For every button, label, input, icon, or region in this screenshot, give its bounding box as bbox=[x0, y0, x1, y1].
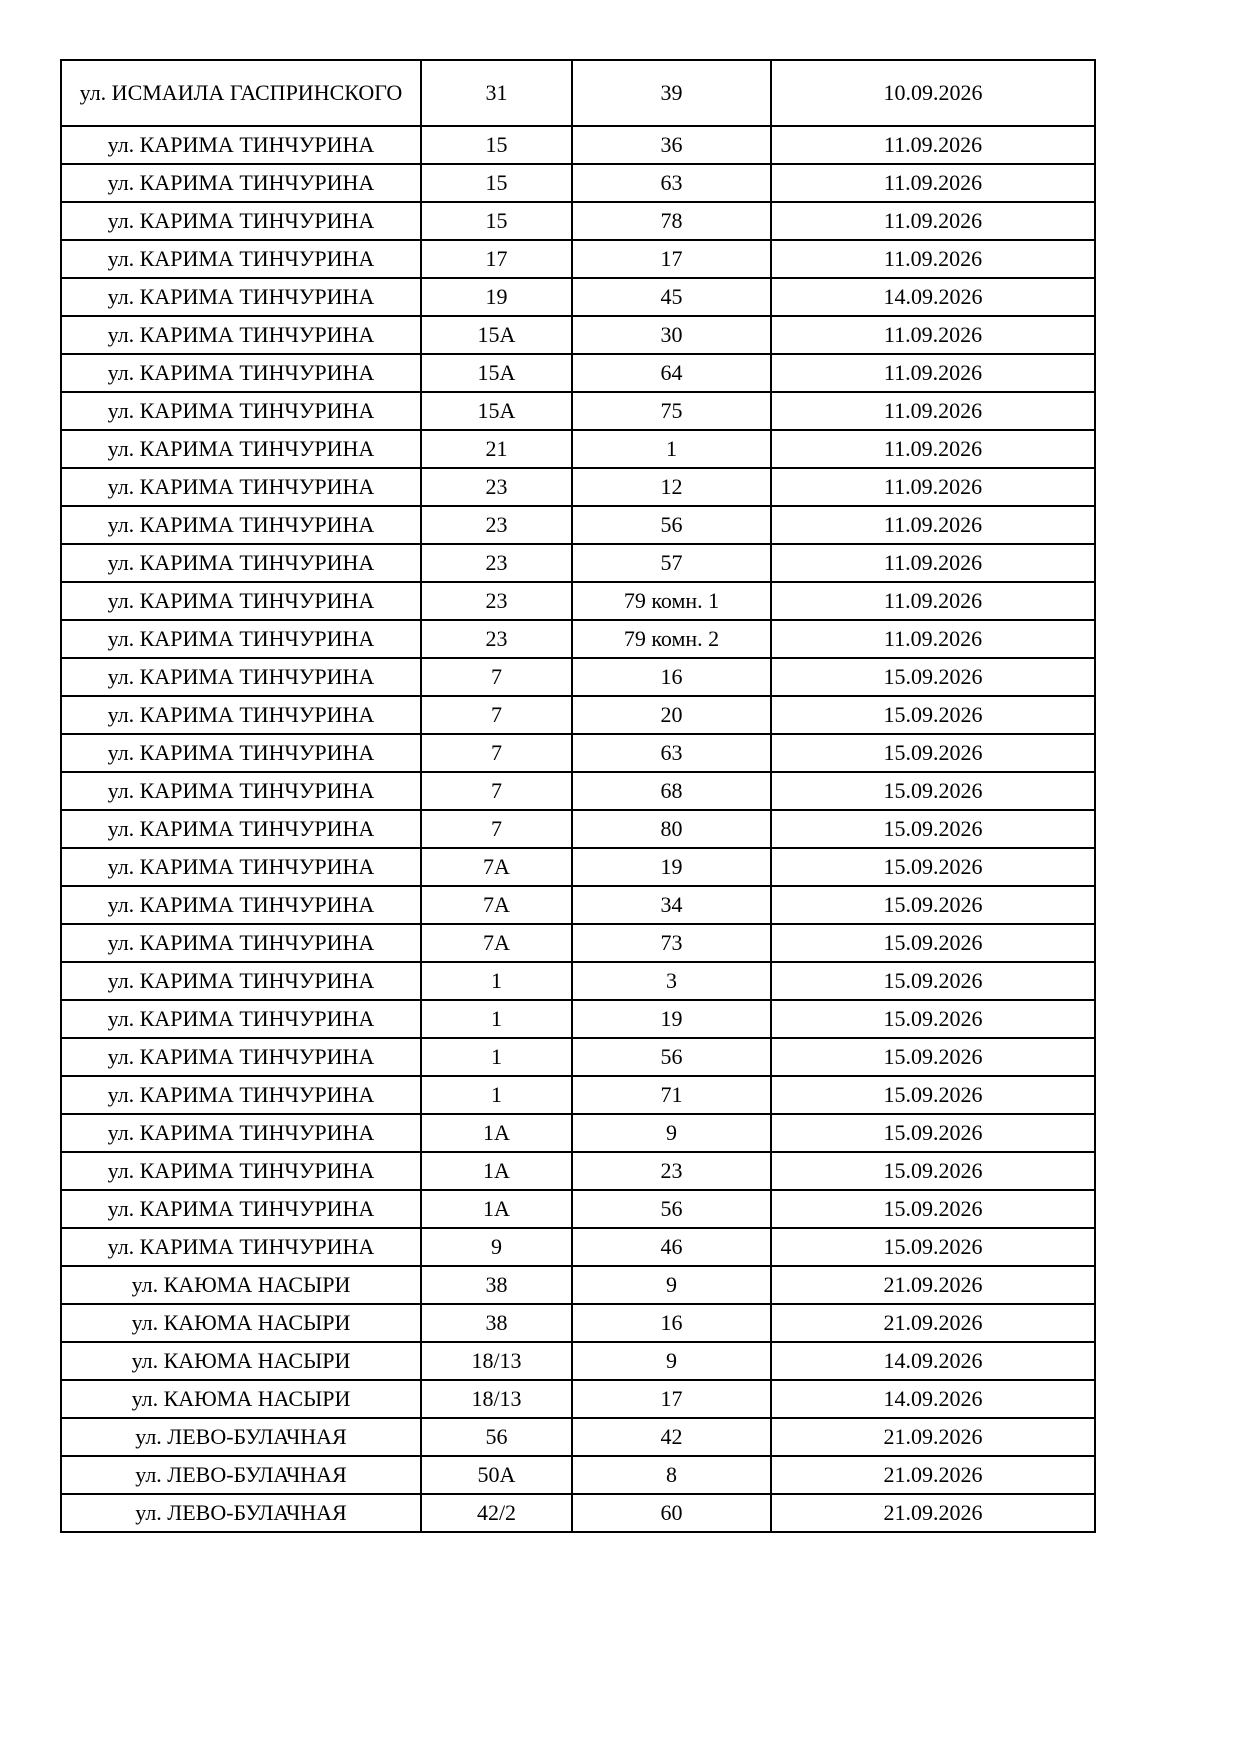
table-row bbox=[61, 506, 1095, 544]
date-cell: 15.09.2026 bbox=[771, 810, 1095, 848]
house-number-cell: 23 bbox=[421, 620, 572, 658]
street-cell: ул. КАЮМА НАСЫРИ bbox=[61, 1304, 421, 1342]
house-number-cell: 19 bbox=[421, 278, 572, 316]
apartment-cell: 12 bbox=[572, 468, 771, 506]
apartment-cell: 56 bbox=[572, 1190, 771, 1228]
apartment-cell: 19 bbox=[572, 1000, 771, 1038]
apartment-cell: 42 bbox=[572, 1418, 771, 1456]
table-row bbox=[61, 392, 1095, 430]
street-cell: ул. ЛЕВО-БУЛАЧНАЯ bbox=[61, 1418, 421, 1456]
address-schedule-table bbox=[60, 59, 1096, 1533]
apartment-cell: 63 bbox=[572, 164, 771, 202]
date-cell: 11.09.2026 bbox=[771, 582, 1095, 620]
house-number-cell: 23 bbox=[421, 468, 572, 506]
street-cell: ул. КАРИМА ТИНЧУРИНА bbox=[61, 1152, 421, 1190]
house-number-cell: 31 bbox=[421, 60, 572, 126]
house-number-cell: 42/2 bbox=[421, 1494, 572, 1532]
house-number-cell: 7А bbox=[421, 886, 572, 924]
date-cell: 21.09.2026 bbox=[771, 1266, 1095, 1304]
apartment-cell: 45 bbox=[572, 278, 771, 316]
apartment-cell: 71 bbox=[572, 1076, 771, 1114]
house-number-cell: 7 bbox=[421, 772, 572, 810]
house-number-cell: 7 bbox=[421, 734, 572, 772]
apartment-cell: 73 bbox=[572, 924, 771, 962]
date-cell: 11.09.2026 bbox=[771, 316, 1095, 354]
house-number-cell: 7А bbox=[421, 924, 572, 962]
street-cell: ул. КАРИМА ТИНЧУРИНА bbox=[61, 354, 421, 392]
table-row bbox=[61, 1380, 1095, 1418]
apartment-cell: 8 bbox=[572, 1456, 771, 1494]
house-number-cell: 50А bbox=[421, 1456, 572, 1494]
street-cell: ул. КАРИМА ТИНЧУРИНА bbox=[61, 658, 421, 696]
street-cell: ул. КАРИМА ТИНЧУРИНА bbox=[61, 430, 421, 468]
house-number-cell: 15 bbox=[421, 202, 572, 240]
street-cell: ул. КАЮМА НАСЫРИ bbox=[61, 1380, 421, 1418]
street-cell: ул. КАРИМА ТИНЧУРИНА bbox=[61, 468, 421, 506]
house-number-cell: 1А bbox=[421, 1152, 572, 1190]
date-cell: 15.09.2026 bbox=[771, 1190, 1095, 1228]
date-cell: 11.09.2026 bbox=[771, 202, 1095, 240]
date-cell: 11.09.2026 bbox=[771, 430, 1095, 468]
apartment-cell: 68 bbox=[572, 772, 771, 810]
street-cell: ул. КАРИМА ТИНЧУРИНА bbox=[61, 278, 421, 316]
table-row bbox=[61, 1000, 1095, 1038]
street-cell: ул. ЛЕВО-БУЛАЧНАЯ bbox=[61, 1494, 421, 1532]
date-cell: 21.09.2026 bbox=[771, 1304, 1095, 1342]
date-cell: 10.09.2026 bbox=[771, 60, 1095, 126]
date-cell: 14.09.2026 bbox=[771, 1380, 1095, 1418]
date-cell: 15.09.2026 bbox=[771, 1114, 1095, 1152]
house-number-cell: 15А bbox=[421, 392, 572, 430]
apartment-cell: 1 bbox=[572, 430, 771, 468]
house-number-cell: 1 bbox=[421, 1000, 572, 1038]
date-cell: 11.09.2026 bbox=[771, 544, 1095, 582]
date-cell: 21.09.2026 bbox=[771, 1418, 1095, 1456]
date-cell: 11.09.2026 bbox=[771, 164, 1095, 202]
date-cell: 15.09.2026 bbox=[771, 848, 1095, 886]
date-cell: 15.09.2026 bbox=[771, 1076, 1095, 1114]
date-cell: 11.09.2026 bbox=[771, 468, 1095, 506]
table-row bbox=[61, 1038, 1095, 1076]
street-cell: ул. КАРИМА ТИНЧУРИНА bbox=[61, 392, 421, 430]
house-number-cell: 23 bbox=[421, 506, 572, 544]
table-row bbox=[61, 1152, 1095, 1190]
street-cell: ул. КАРИМА ТИНЧУРИНА bbox=[61, 202, 421, 240]
street-cell: ул. КАЮМА НАСЫРИ bbox=[61, 1342, 421, 1380]
date-cell: 21.09.2026 bbox=[771, 1494, 1095, 1532]
street-cell: ул. КАРИМА ТИНЧУРИНА bbox=[61, 164, 421, 202]
table-row bbox=[61, 1342, 1095, 1380]
date-cell: 15.09.2026 bbox=[771, 1152, 1095, 1190]
apartment-cell: 16 bbox=[572, 658, 771, 696]
apartment-cell: 56 bbox=[572, 506, 771, 544]
table-row bbox=[61, 164, 1095, 202]
apartment-cell: 9 bbox=[572, 1266, 771, 1304]
table-row bbox=[61, 278, 1095, 316]
house-number-cell: 15 bbox=[421, 126, 572, 164]
street-cell: ул. КАРИМА ТИНЧУРИНА bbox=[61, 126, 421, 164]
table-row bbox=[61, 1266, 1095, 1304]
apartment-cell: 16 bbox=[572, 1304, 771, 1342]
table-row bbox=[61, 696, 1095, 734]
apartment-cell: 64 bbox=[572, 354, 771, 392]
date-cell: 15.09.2026 bbox=[771, 696, 1095, 734]
table-row bbox=[61, 772, 1095, 810]
date-cell: 15.09.2026 bbox=[771, 886, 1095, 924]
date-cell: 14.09.2026 bbox=[771, 278, 1095, 316]
apartment-cell: 78 bbox=[572, 202, 771, 240]
street-cell: ул. КАРИМА ТИНЧУРИНА bbox=[61, 1228, 421, 1266]
table-row bbox=[61, 544, 1095, 582]
table-row bbox=[61, 848, 1095, 886]
table-row bbox=[61, 734, 1095, 772]
street-cell: ул. КАРИМА ТИНЧУРИНА bbox=[61, 1076, 421, 1114]
street-cell: ул. КАРИМА ТИНЧУРИНА bbox=[61, 1000, 421, 1038]
house-number-cell: 1 bbox=[421, 1076, 572, 1114]
table-row bbox=[61, 620, 1095, 658]
date-cell: 14.09.2026 bbox=[771, 1342, 1095, 1380]
apartment-cell: 17 bbox=[572, 240, 771, 278]
apartment-cell: 56 bbox=[572, 1038, 771, 1076]
apartment-cell: 79 комн. 1 bbox=[572, 582, 771, 620]
apartment-cell: 9 bbox=[572, 1114, 771, 1152]
street-cell: ул. КАРИМА ТИНЧУРИНА bbox=[61, 886, 421, 924]
date-cell: 15.09.2026 bbox=[771, 1038, 1095, 1076]
table-row bbox=[61, 1114, 1095, 1152]
date-cell: 11.09.2026 bbox=[771, 506, 1095, 544]
apartment-cell: 80 bbox=[572, 810, 771, 848]
street-cell: ул. КАРИМА ТИНЧУРИНА bbox=[61, 848, 421, 886]
house-number-cell: 23 bbox=[421, 544, 572, 582]
date-cell: 15.09.2026 bbox=[771, 1000, 1095, 1038]
house-number-cell: 1А bbox=[421, 1114, 572, 1152]
street-cell: ул. КАРИМА ТИНЧУРИНА bbox=[61, 316, 421, 354]
street-cell: ул. КАРИМА ТИНЧУРИНА bbox=[61, 1190, 421, 1228]
apartment-cell: 23 bbox=[572, 1152, 771, 1190]
apartment-cell: 63 bbox=[572, 734, 771, 772]
date-cell: 15.09.2026 bbox=[771, 658, 1095, 696]
table-row bbox=[61, 1228, 1095, 1266]
table-row bbox=[61, 430, 1095, 468]
street-cell: ул. КАРИМА ТИНЧУРИНА bbox=[61, 620, 421, 658]
apartment-cell: 34 bbox=[572, 886, 771, 924]
street-cell: ул. КАРИМА ТИНЧУРИНА bbox=[61, 582, 421, 620]
street-cell: ул. ИСМАИЛА ГАСПРИНСКОГО bbox=[61, 60, 421, 126]
street-cell: ул. КАРИМА ТИНЧУРИНА bbox=[61, 696, 421, 734]
house-number-cell: 38 bbox=[421, 1266, 572, 1304]
apartment-cell: 36 bbox=[572, 126, 771, 164]
house-number-cell: 9 bbox=[421, 1228, 572, 1266]
date-cell: 15.09.2026 bbox=[771, 962, 1095, 1000]
date-cell: 11.09.2026 bbox=[771, 620, 1095, 658]
table-row bbox=[61, 354, 1095, 392]
house-number-cell: 1 bbox=[421, 962, 572, 1000]
table-row bbox=[61, 962, 1095, 1000]
table-row bbox=[61, 1494, 1095, 1532]
table-body bbox=[61, 60, 1095, 1532]
table-row bbox=[61, 924, 1095, 962]
street-cell: ул. КАРИМА ТИНЧУРИНА bbox=[61, 1038, 421, 1076]
apartment-cell: 39 bbox=[572, 60, 771, 126]
date-cell: 11.09.2026 bbox=[771, 126, 1095, 164]
street-cell: ул. КАРИМА ТИНЧУРИНА bbox=[61, 924, 421, 962]
house-number-cell: 38 bbox=[421, 1304, 572, 1342]
street-cell: ул. КАРИМА ТИНЧУРИНА bbox=[61, 1114, 421, 1152]
street-cell: ул. КАРИМА ТИНЧУРИНА bbox=[61, 240, 421, 278]
house-number-cell: 23 bbox=[421, 582, 572, 620]
house-number-cell: 1А bbox=[421, 1190, 572, 1228]
house-number-cell: 56 bbox=[421, 1418, 572, 1456]
date-cell: 15.09.2026 bbox=[771, 772, 1095, 810]
apartment-cell: 3 bbox=[572, 962, 771, 1000]
apartment-cell: 60 bbox=[572, 1494, 771, 1532]
apartment-cell: 30 bbox=[572, 316, 771, 354]
table-row bbox=[61, 1190, 1095, 1228]
table-row bbox=[61, 1076, 1095, 1114]
table-row bbox=[61, 582, 1095, 620]
house-number-cell: 7 bbox=[421, 810, 572, 848]
house-number-cell: 7А bbox=[421, 848, 572, 886]
house-number-cell: 1 bbox=[421, 1038, 572, 1076]
date-cell: 15.09.2026 bbox=[771, 924, 1095, 962]
street-cell: ул. КАЮМА НАСЫРИ bbox=[61, 1266, 421, 1304]
house-number-cell: 7 bbox=[421, 658, 572, 696]
apartment-cell: 20 bbox=[572, 696, 771, 734]
apartment-cell: 46 bbox=[572, 1228, 771, 1266]
street-cell: ул. КАРИМА ТИНЧУРИНА bbox=[61, 962, 421, 1000]
date-cell: 11.09.2026 bbox=[771, 354, 1095, 392]
street-cell: ул. КАРИМА ТИНЧУРИНА bbox=[61, 734, 421, 772]
street-cell: ул. КАРИМА ТИНЧУРИНА bbox=[61, 544, 421, 582]
apartment-cell: 9 bbox=[572, 1342, 771, 1380]
table-row bbox=[61, 240, 1095, 278]
table-row bbox=[61, 60, 1095, 126]
apartment-cell: 19 bbox=[572, 848, 771, 886]
table-row bbox=[61, 658, 1095, 696]
house-number-cell: 15 bbox=[421, 164, 572, 202]
apartment-cell: 75 bbox=[572, 392, 771, 430]
date-cell: 15.09.2026 bbox=[771, 1228, 1095, 1266]
house-number-cell: 17 bbox=[421, 240, 572, 278]
house-number-cell: 18/13 bbox=[421, 1380, 572, 1418]
house-number-cell: 18/13 bbox=[421, 1342, 572, 1380]
table-row bbox=[61, 1304, 1095, 1342]
table-row bbox=[61, 1418, 1095, 1456]
date-cell: 11.09.2026 bbox=[771, 240, 1095, 278]
apartment-cell: 17 bbox=[572, 1380, 771, 1418]
street-cell: ул. КАРИМА ТИНЧУРИНА bbox=[61, 810, 421, 848]
table-row bbox=[61, 468, 1095, 506]
table-row bbox=[61, 126, 1095, 164]
date-cell: 21.09.2026 bbox=[771, 1456, 1095, 1494]
table-row bbox=[61, 202, 1095, 240]
table-row bbox=[61, 1456, 1095, 1494]
table-row bbox=[61, 886, 1095, 924]
street-cell: ул. КАРИМА ТИНЧУРИНА bbox=[61, 772, 421, 810]
apartment-cell: 79 комн. 2 bbox=[572, 620, 771, 658]
table-row bbox=[61, 810, 1095, 848]
date-cell: 11.09.2026 bbox=[771, 392, 1095, 430]
date-cell: 15.09.2026 bbox=[771, 734, 1095, 772]
apartment-cell: 57 bbox=[572, 544, 771, 582]
house-number-cell: 15А bbox=[421, 316, 572, 354]
street-cell: ул. КАРИМА ТИНЧУРИНА bbox=[61, 506, 421, 544]
house-number-cell: 7 bbox=[421, 696, 572, 734]
street-cell: ул. ЛЕВО-БУЛАЧНАЯ bbox=[61, 1456, 421, 1494]
table-row bbox=[61, 316, 1095, 354]
house-number-cell: 21 bbox=[421, 430, 572, 468]
house-number-cell: 15А bbox=[421, 354, 572, 392]
